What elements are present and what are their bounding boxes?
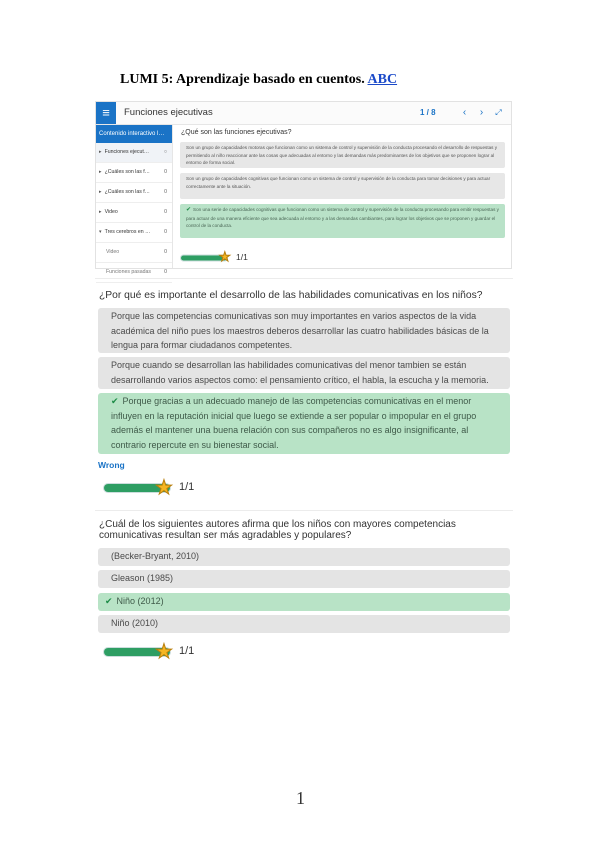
- question-block: [95, 286, 513, 506]
- sidebar-item-count: 0: [164, 269, 167, 275]
- widget-score: [180, 251, 260, 265]
- sidebar-item-label: ¿Cuáles son las f…: [104, 169, 150, 175]
- previous-icon[interactable]: ‹: [462, 107, 467, 118]
- abc-link[interactable]: ABC: [367, 72, 398, 87]
- sidebar-item[interactable]: [96, 223, 172, 243]
- answer-option[interactable]: Porque cuando se desarrollan las habilidades comunicativas del menor tambien se están desarrollando varios aspectos como: el pensamiento crítico, el habla, la escucha y la memoria.: [98, 357, 510, 389]
- sidebar-item[interactable]: [96, 203, 172, 223]
- sidebar-item-label: Tres cerebros en …: [104, 229, 151, 235]
- sidebar-item-count: 0: [164, 169, 167, 175]
- widget-answer-text: Son una serie de capacidades cognitivas que funcionan como un sistema de control y supervisión de la conducta procesando para emitir respuestas y para actuar de una manera eficiente que sea adecuada al entorno y a las demandas cambiantes, para lograr los objetivos que se proponen y guardar el control de la conducta.: [186, 207, 499, 228]
- answer-option[interactable]: Niño (2010): [98, 615, 510, 633]
- widget-header: [96, 102, 511, 125]
- sidebar-item-label: ¿Cuáles son las f…: [104, 189, 150, 195]
- feedback-text: Wrong: [98, 460, 125, 470]
- next-icon[interactable]: ›: [479, 107, 484, 118]
- caret-icon: ▸: [99, 169, 102, 175]
- caret-icon: ▸: [99, 149, 102, 155]
- answer-option[interactable]: (Becker-Bryant, 2010): [98, 548, 510, 566]
- answer-text: Porque gracias a un adecuado manejo de las competencias comunicativas en el menor influyen en la reputación inicial que luego se extiende a ser popular o impopular en el grupo además el mantener una buena relación con sus compañeros no es algo insignificante, al contrario repercute en su bienestar social.: [111, 396, 477, 450]
- star-icon: ★: [155, 477, 173, 499]
- check-icon: ✔: [186, 207, 192, 213]
- question-text: ¿Por qué es importante el desarrollo de las habilidades comunicativas en los niños?: [99, 290, 483, 301]
- score: [103, 642, 213, 662]
- widget-content: [180, 129, 505, 264]
- score-text: 1/1: [236, 252, 248, 262]
- caret-icon: ▾: [99, 229, 102, 235]
- star-icon: ★: [219, 249, 231, 264]
- document-title: [120, 72, 397, 88]
- divider: [95, 278, 513, 279]
- score-text: 1/1: [179, 481, 195, 493]
- caret-icon: ▸: [99, 209, 102, 215]
- sidebar-subitem[interactable]: [96, 243, 172, 263]
- sidebar-item-count: 0: [164, 229, 167, 235]
- divider: [95, 510, 513, 511]
- sidebar-item-label: Video: [104, 209, 118, 215]
- star-icon: ★: [155, 641, 173, 663]
- answer-option[interactable]: Gleason (1985): [98, 570, 510, 588]
- answer-option[interactable]: Porque las competencias comunicativas son muy importantes en varios aspectos de la vida académica del niño pues los maestros deberos desarrollar las cuatro habilidades básicas de la lengua para formar ciudadanos competentes.: [98, 308, 510, 353]
- widget-sidebar: [96, 125, 173, 275]
- menu-icon[interactable]: ≡: [96, 102, 116, 124]
- interactive-book-widget: [95, 101, 512, 275]
- score-text: 1/1: [179, 645, 195, 657]
- sidebar-item-count: 0: [164, 209, 167, 215]
- sidebar-item-label: Funciones pasadas: [106, 269, 151, 275]
- check-icon: ✔: [105, 596, 113, 606]
- sidebar-item-count: 0: [164, 189, 167, 195]
- answer-option-correct[interactable]: [98, 393, 510, 454]
- answer-text: Niño (2012): [116, 596, 164, 606]
- sidebar-item[interactable]: [96, 183, 172, 203]
- document-title-text: LUMI 5: Aprendizaje basado en cuentos.: [120, 72, 365, 87]
- sidebar-subitem[interactable]: [96, 263, 172, 283]
- answer-option-correct[interactable]: [98, 593, 510, 611]
- question-block: [95, 516, 513, 666]
- widget-title: Funciones ejecutivas: [124, 107, 213, 118]
- widget-answer-option[interactable]: Son un grupo de capacidades cognitivas que funcionan como un sistema de control y supervisión de la conducta para tomar decisiones y para actuar correctamente ante la situación.: [180, 173, 505, 199]
- sidebar-item-count: ○: [163, 149, 167, 155]
- widget-answer-option-correct[interactable]: [180, 204, 505, 238]
- sidebar-item-label: Video: [106, 249, 120, 255]
- page-number: 1: [296, 788, 305, 808]
- question-text: ¿Cuál de los siguientes autores afirma que los niños con mayores competencias comunicativas resultan ser más agradables y populares?: [99, 519, 456, 541]
- score: [103, 478, 213, 498]
- sidebar-header[interactable]: Contenido interactivo l…: [96, 125, 172, 143]
- sidebar-item[interactable]: [96, 163, 172, 183]
- page-counter: 1 / 8: [420, 108, 436, 117]
- caret-icon: ▸: [99, 189, 102, 195]
- sidebar-item-label: Funciones ejecut…: [104, 149, 150, 155]
- widget-question: ¿Qué son las funciones ejecutivas?: [181, 129, 292, 136]
- widget-answer-option[interactable]: Son un grupo de capacidades motoras que funcionan como un sistema de control y supervisión de la conducta procesando el desarrollo de respuestas y permitiendo al niño reaccionar ante las cosas que adecuadas al entorno y las demandas más predominantes de los objetivos que se proponen lograr al entorno de forma social.: [180, 142, 505, 168]
- sidebar-item[interactable]: [96, 143, 172, 163]
- check-icon: ✔: [111, 396, 119, 406]
- sidebar-item-count: 0: [164, 249, 167, 255]
- fullscreen-icon[interactable]: ⤢: [495, 108, 502, 117]
